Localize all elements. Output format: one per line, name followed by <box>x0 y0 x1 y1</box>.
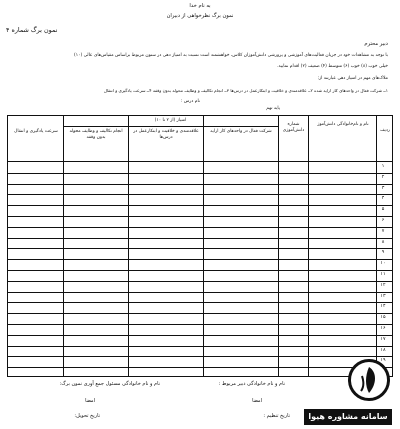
intro-line-3: ملاک‌های مهم در امتیاز دهی عبارتند از: <box>317 76 388 81</box>
header-criterion-1: شرکت فعال در واحدهای کار ارایه <box>210 129 272 134</box>
collector-sign-label: امضا <box>85 398 95 404</box>
score-group-line <box>63 126 278 127</box>
header-criterion-2: علاقه‌مندی و خلاقیت و ابتکارعمل در درس‌ها <box>133 129 199 140</box>
collector-name-label: نام و نام خانوادگی مسئول جمع آوری نمون برگ: <box>59 381 160 387</box>
table-row-line <box>8 313 392 314</box>
col-divider <box>128 116 129 376</box>
row-number-cell: ۸ <box>381 239 385 245</box>
table-row-line <box>8 302 392 303</box>
col-divider <box>278 116 279 376</box>
form-title: نمون برگ نظرخواهی از دبیران <box>166 13 234 19</box>
hiva-watermark-logo <box>304 359 392 425</box>
header-student-name: نام و نام‌خانوادگی دانش‌آموز <box>317 122 369 127</box>
header-criterion-3: انجام تکالیف و وظایف محوله بدون وقفه <box>69 129 123 140</box>
intro-line-4: ۱ــ شرکت فعال در واحدهای کار ارایه شده ۲ــ علاقه‌مندی و خلاقیت و ابتکارعمل در درس‌ها ۳ــ انجام تکالیف و وظایف محوله بدون وقفه ۴ــ سرعت یادگیری و انتقال <box>103 88 388 93</box>
header-criterion-4: سرعت یادگیری و انتقال <box>14 129 58 134</box>
collector-date-label: تاریخ تحویل: <box>74 413 100 419</box>
header-bottom-line <box>8 161 392 162</box>
row-number-cell: ۱۶ <box>380 326 386 331</box>
table-row-line <box>8 356 392 357</box>
table-row-line <box>8 281 392 282</box>
table-row-line <box>8 270 392 271</box>
table-row-line <box>8 216 392 217</box>
watermark-text: سامانه مشاوره هیوا <box>304 409 392 425</box>
table-row-line <box>8 248 392 249</box>
row-number-cell: ۲ <box>381 174 385 180</box>
row-number-cell: ۱۵ <box>380 315 386 321</box>
intro-line-2: خیلی خوب (۸) خوب (۶) متوسط (۴) ضعیف (۲) اقدام نمایید. <box>277 64 388 69</box>
row-number-cell: ۱۹ <box>380 358 386 364</box>
row-number-cell: ۱ <box>381 164 385 169</box>
header-student-id: شماره دانش‌آموزی <box>282 122 305 133</box>
table-row-line <box>8 259 392 260</box>
table-row-line <box>8 292 392 293</box>
table-row-line <box>8 173 392 174</box>
table-row-line <box>8 194 392 195</box>
logo-emblem-icon <box>348 359 390 401</box>
table-row-line <box>8 238 392 239</box>
teacher-name-label: نام و نام خانوادگی دبیر مربوط : <box>218 381 285 387</box>
row-number-cell: ۱۴ <box>380 304 386 310</box>
table-row-line <box>8 184 392 185</box>
table-row-line <box>8 324 392 325</box>
row-number-cell: ۱۸ <box>380 347 386 353</box>
teacher-date-label: تاریخ تنظیم : <box>263 413 290 419</box>
row-number-cell: ۳ <box>381 185 385 191</box>
course-label: نام درس : <box>181 99 200 104</box>
row-number-cell: ۱۲ <box>380 282 386 288</box>
row-number-cell: ۱۷ <box>380 336 386 342</box>
row-number-cell: ۱۱ <box>380 272 386 277</box>
intro-line-1: با توجه به مشاهدات خود در جریان فعالیت‌های آموزشی و پرورشی دانش‌آموزان کلاس، خواهشمند است نسبت به امتیاز دهی در ستون مربوط براساس مقیاس‌های عالی (۱۰) <box>74 53 388 58</box>
header-score-group: امتیاز (از ۲ تا ۱۰) <box>154 118 187 123</box>
row-number-cell: ۹ <box>381 250 385 256</box>
row-number-cell: ۱۰ <box>380 261 386 267</box>
table-row-line <box>8 227 392 228</box>
row-number-cell: ۶ <box>381 218 385 223</box>
col-divider <box>63 116 64 376</box>
row-number-cell: ۴ <box>381 196 385 202</box>
form-number: نمون برگ شماره ۴ <box>6 26 58 34</box>
score-table <box>7 115 393 377</box>
table-row-line <box>8 205 392 206</box>
row-number-cell: ۷ <box>381 228 385 234</box>
grade-label: پایه تهم <box>266 106 280 111</box>
basmala: به نام خدا <box>189 3 211 9</box>
table-row-line <box>8 346 392 347</box>
col-divider <box>203 116 204 376</box>
greeting: دبیر محترم <box>364 41 388 47</box>
row-number-cell: ۵ <box>381 207 385 213</box>
row-number-cell: ۱۳ <box>380 293 386 299</box>
col-divider <box>308 116 309 376</box>
table-row-line <box>8 335 392 336</box>
teacher-sign-label: امضا <box>252 398 262 404</box>
header-row-number: ردیف <box>380 128 390 133</box>
